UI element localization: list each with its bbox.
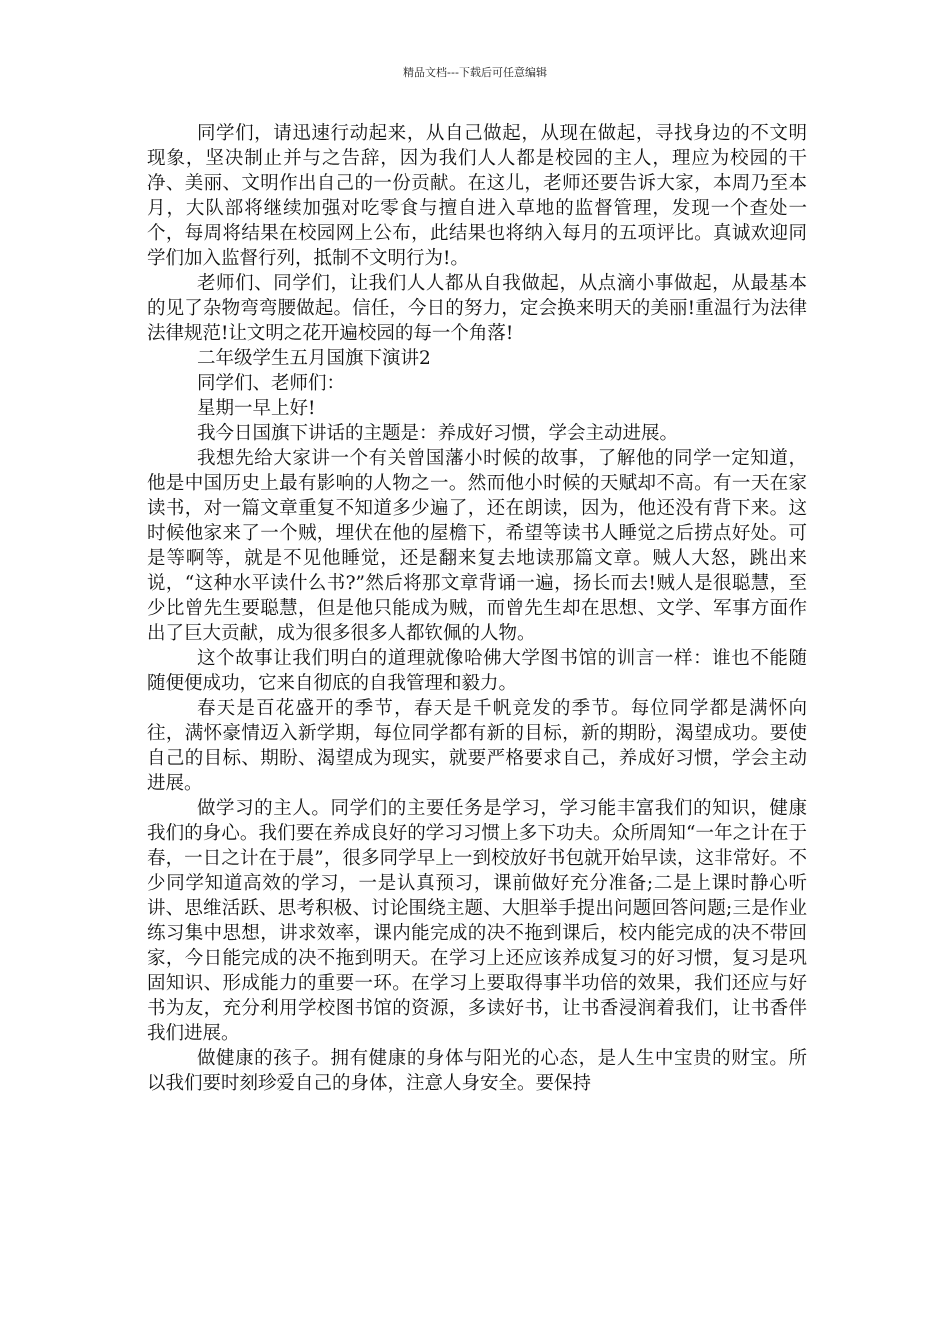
paragraph-closing-appeal: 老师们、同学们，让我们人人都从自我做起，从点滴小事做起，从最基本的见了杂物弯弯腰做起。信任，今日的努力，定会换来明天的美丽!重温行为法律法律规范!让文明之花开遍校园的每一个角落!	[147, 273, 807, 344]
paragraph-lesson: 这个故事让我们明白的道理就像哈佛大学图书馆的训言一样：谁也不能随随便便成功，它来自彻底的自我管理和毅力。	[147, 648, 807, 694]
greeting: 星期一早上好!	[196, 398, 316, 419]
paragraph-story: 我想先给大家讲一个有关曾国藩小时候的故事，了解他的同学一定知道，他是中国历史上最有影响的人物之一。然而他小时候的天赋却不高。有一天在家读书，对一篇文章重复不知道多少遍了，还在朗读，因为，他还没有背下来。这时候他家来了一个贼，埋伏在他的屋檐下，希望等读书人睡觉之后捞点好处。可是等啊等，就是不见他睡觉，还是翻来复去地读那篇文章。贼人大怒，跳出来说，“这种水平读什么书?”然后将那文章背诵一遍，扬长而去!贼人是很聪慧，至少比曾先生要聪慧，但是他只能成为贼，而曾先生却在思想、文学、军事方面作出了巨大贡献，成为很多很多人都钦佩的人物。	[147, 448, 807, 644]
speech-theme: 我今日国旗下讲话的主题是：养成好习惯，学会主动进展。	[196, 423, 678, 444]
paragraph-study: 做学习的主人。同学们的主要任务是学习，学习能丰富我们的知识，健康我们的身心。我们要在养成良好的学习习惯上多下功夫。众所周知“一年之计在于春，一日之计在于晨”，很多同学早上一到校放好书包就开始早读，这非常好。不少同学知道高效的学习，一是认真预习，课前做好充分准备;二是上课时静心听讲、思维活跃、思考积极、讨论围绕主题、大胆举手提出问题回答问题;三是作业练习集中思想，讲求效率，课内能完成的决不拖到课后，校内能完成的决不带回家，今日能完成的决不拖到明天。在学习上还应该养成复习的好习惯，复习是巩固知识、形成能力的重要一环。在学习上要取得事半功倍的效果，我们还应与好书为友，充分利用学校图书馆的资源，多读好书，让书香浸润着我们，让书香伴我们进展。	[147, 798, 807, 1044]
document-body	[147, 121, 807, 1096]
page-header: 精品文档---下载后可任意编辑	[403, 66, 547, 79]
speech-title: 二年级学生五月国旗下演讲2	[196, 348, 431, 369]
paragraph-health: 做健康的孩子。拥有健康的身体与阳光的心态，是人生中宝贵的财宝。所以我们要时刻珍爱自己的身体，注意人身安全。要保持	[147, 1048, 807, 1094]
paragraph-call-to-action: 同学们，请迅速行动起来，从自己做起，从现在做起，寻找身边的不文明现象，坚决制止并与之告辞，因为我们人人都是校园的主人，理应为校园的干净、美丽、文明作出自己的一份贡献。在这儿，老师还要告诉大家，本周乃至本月，大队部将继续加强对吃零食与擅自进入草地的监督管理，发现一个查处一个，每周将结果在校园网上公布，此结果也将纳入每月的五项评比。真诚欢迎同学们加入监督行列，抵制不文明行为!。	[147, 123, 807, 269]
salutation: 同学们、老师们：	[196, 373, 345, 394]
paragraph-spring: 春天是百花盛开的季节，春天是千帆竞发的季节。每位同学都是满怀向往，满怀豪情迈入新学期，每位同学都有新的目标，新的期盼，渴望成功。要使自己的目标、期盼、渴望成为现实，就要严格要求自己，养成好习惯，学会主动进展。	[147, 698, 807, 794]
